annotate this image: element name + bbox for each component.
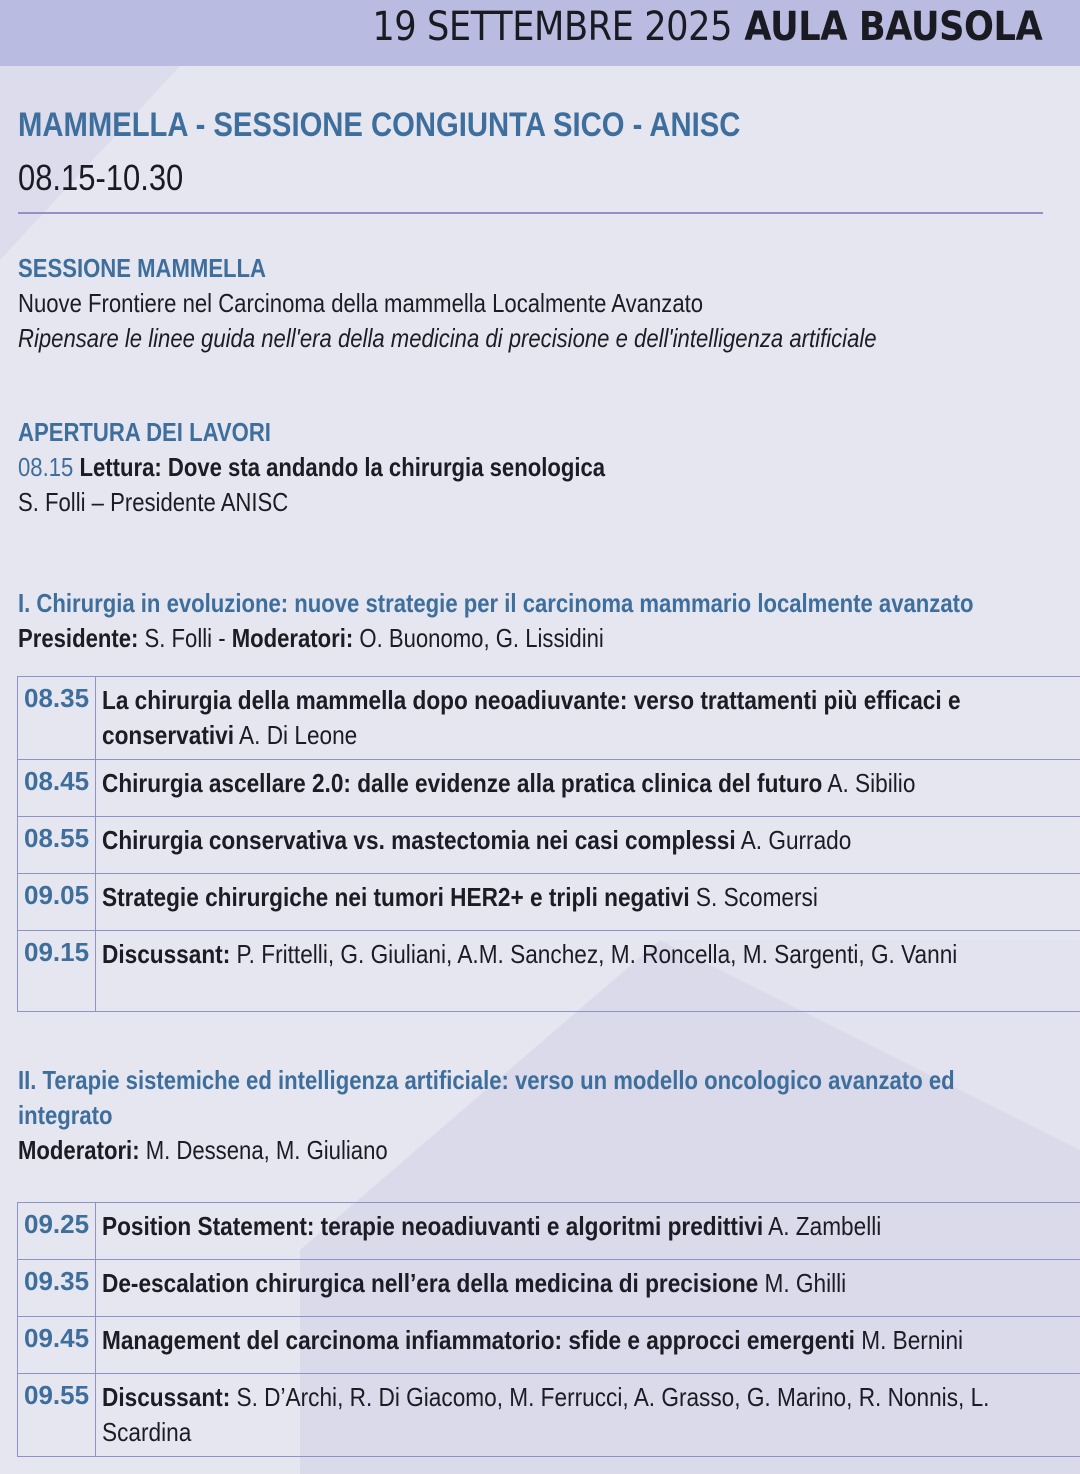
president-label: Presidente:	[18, 623, 139, 653]
table-row	[18, 760, 1080, 817]
session-2-title-line-1: II. Terapie sistemiche ed intelligenza artificiale: verso un modello oncologico avanzato ed	[18, 1065, 955, 1095]
table-row	[18, 931, 1080, 1012]
row-talk: De-escalation chirurgica nell’era della medicina di precisione M. Ghilli	[96, 1260, 1080, 1317]
table-row	[18, 874, 1080, 931]
page-title: MAMMELLA - SESSIONE CONGIUNTA SICO - ANISC	[18, 106, 741, 144]
table-row	[18, 1374, 1080, 1457]
moderators-names: M. Dessena, M. Giuliano	[139, 1135, 388, 1165]
row-talk: Strategie chirurgiche nei tumori HER2+ e tripli negativi S. Scomersi	[96, 874, 1080, 931]
row-talk: Discussant: S. D’Archi, R. Di Giacomo, M. Ferrucci, A. Grasso, G. Marino, R. Nonnis, L. Scardina	[96, 1374, 1080, 1457]
moderators-names: O. Buonomo, G. Lissidini	[353, 623, 604, 653]
session-2-table	[17, 1202, 1080, 1457]
table-row	[18, 1260, 1080, 1317]
moderators-label: Moderatori:	[18, 1135, 140, 1165]
row-time: 09.45	[18, 1317, 96, 1374]
session-2-title-line-2: integrato	[18, 1100, 113, 1130]
session-2-chairs	[18, 1135, 388, 1166]
row-talk: Chirurgia conservativa vs. mastectomia nei casi complessi A. Gurrado	[96, 817, 1080, 874]
row-time: 09.15	[18, 931, 96, 1012]
section-subtitle: Nuove Frontiere nel Carcinoma della mammella Localmente Avanzato	[18, 288, 704, 318]
row-time: 09.05	[18, 874, 96, 931]
row-time: 09.35	[18, 1260, 96, 1317]
table-row	[18, 1203, 1080, 1260]
page-time: 08.15-10.30	[18, 157, 184, 198]
table-row	[18, 1317, 1080, 1374]
session-1-title: I. Chirurgia in evoluzione: nuove strategie per il carcinoma mammario localmente avanzato	[18, 588, 974, 618]
moderators-label: Moderatori:	[231, 623, 354, 653]
row-time: 09.25	[18, 1203, 96, 1260]
president-name: S. Folli -	[138, 623, 232, 653]
row-time: 08.45	[18, 760, 96, 817]
header-title	[372, 4, 1042, 50]
section-tagline: Ripensare le linee guida nell'era della medicina di precisione e dell'intelligenza artificiale	[18, 323, 877, 353]
opening-lecture-title: Lettura: Dove sta andando la chirurgia senologica	[79, 452, 606, 482]
event-room: AULA BAUSOLA	[744, 4, 1042, 50]
section-heading-apertura: APERTURA DEI LAVORI	[18, 417, 271, 447]
session-1-table	[17, 676, 1080, 1012]
opening-lecture	[18, 452, 605, 483]
opening-speaker: S. Folli – Presidente ANISC	[18, 487, 289, 517]
row-talk: Chirurgia ascellare 2.0: dalle evidenze alla pratica clinica del futuro A. Sibilio	[96, 760, 1080, 817]
row-time: 08.55	[18, 817, 96, 874]
event-date: 19 SETTEMBRE 2025	[372, 4, 732, 50]
row-talk: Management del carcinoma infiammatorio: sfide e approcci emergenti M. Bernini	[96, 1317, 1080, 1374]
opening-time: 08.15	[18, 452, 74, 482]
row-talk: Discussant: P. Frittelli, G. Giuliani, A.M. Sanchez, M. Roncella, M. Sargenti, G. Vanni	[96, 931, 1080, 1012]
table-row	[18, 817, 1080, 874]
session-1-chairs	[18, 623, 604, 654]
row-time: 09.55	[18, 1374, 96, 1457]
divider	[18, 212, 1043, 214]
section-heading-mammella: SESSIONE MAMMELLA	[18, 253, 267, 283]
row-talk: Position Statement: terapie neoadiuvanti e algoritmi predittivi A. Zambelli	[96, 1203, 1080, 1260]
row-time: 08.35	[18, 677, 96, 760]
table-row	[18, 677, 1080, 760]
row-talk: La chirurgia della mammella dopo neoadiuvante: verso trattamenti più efficaci e conservativi A. Di Leone	[96, 677, 1080, 760]
